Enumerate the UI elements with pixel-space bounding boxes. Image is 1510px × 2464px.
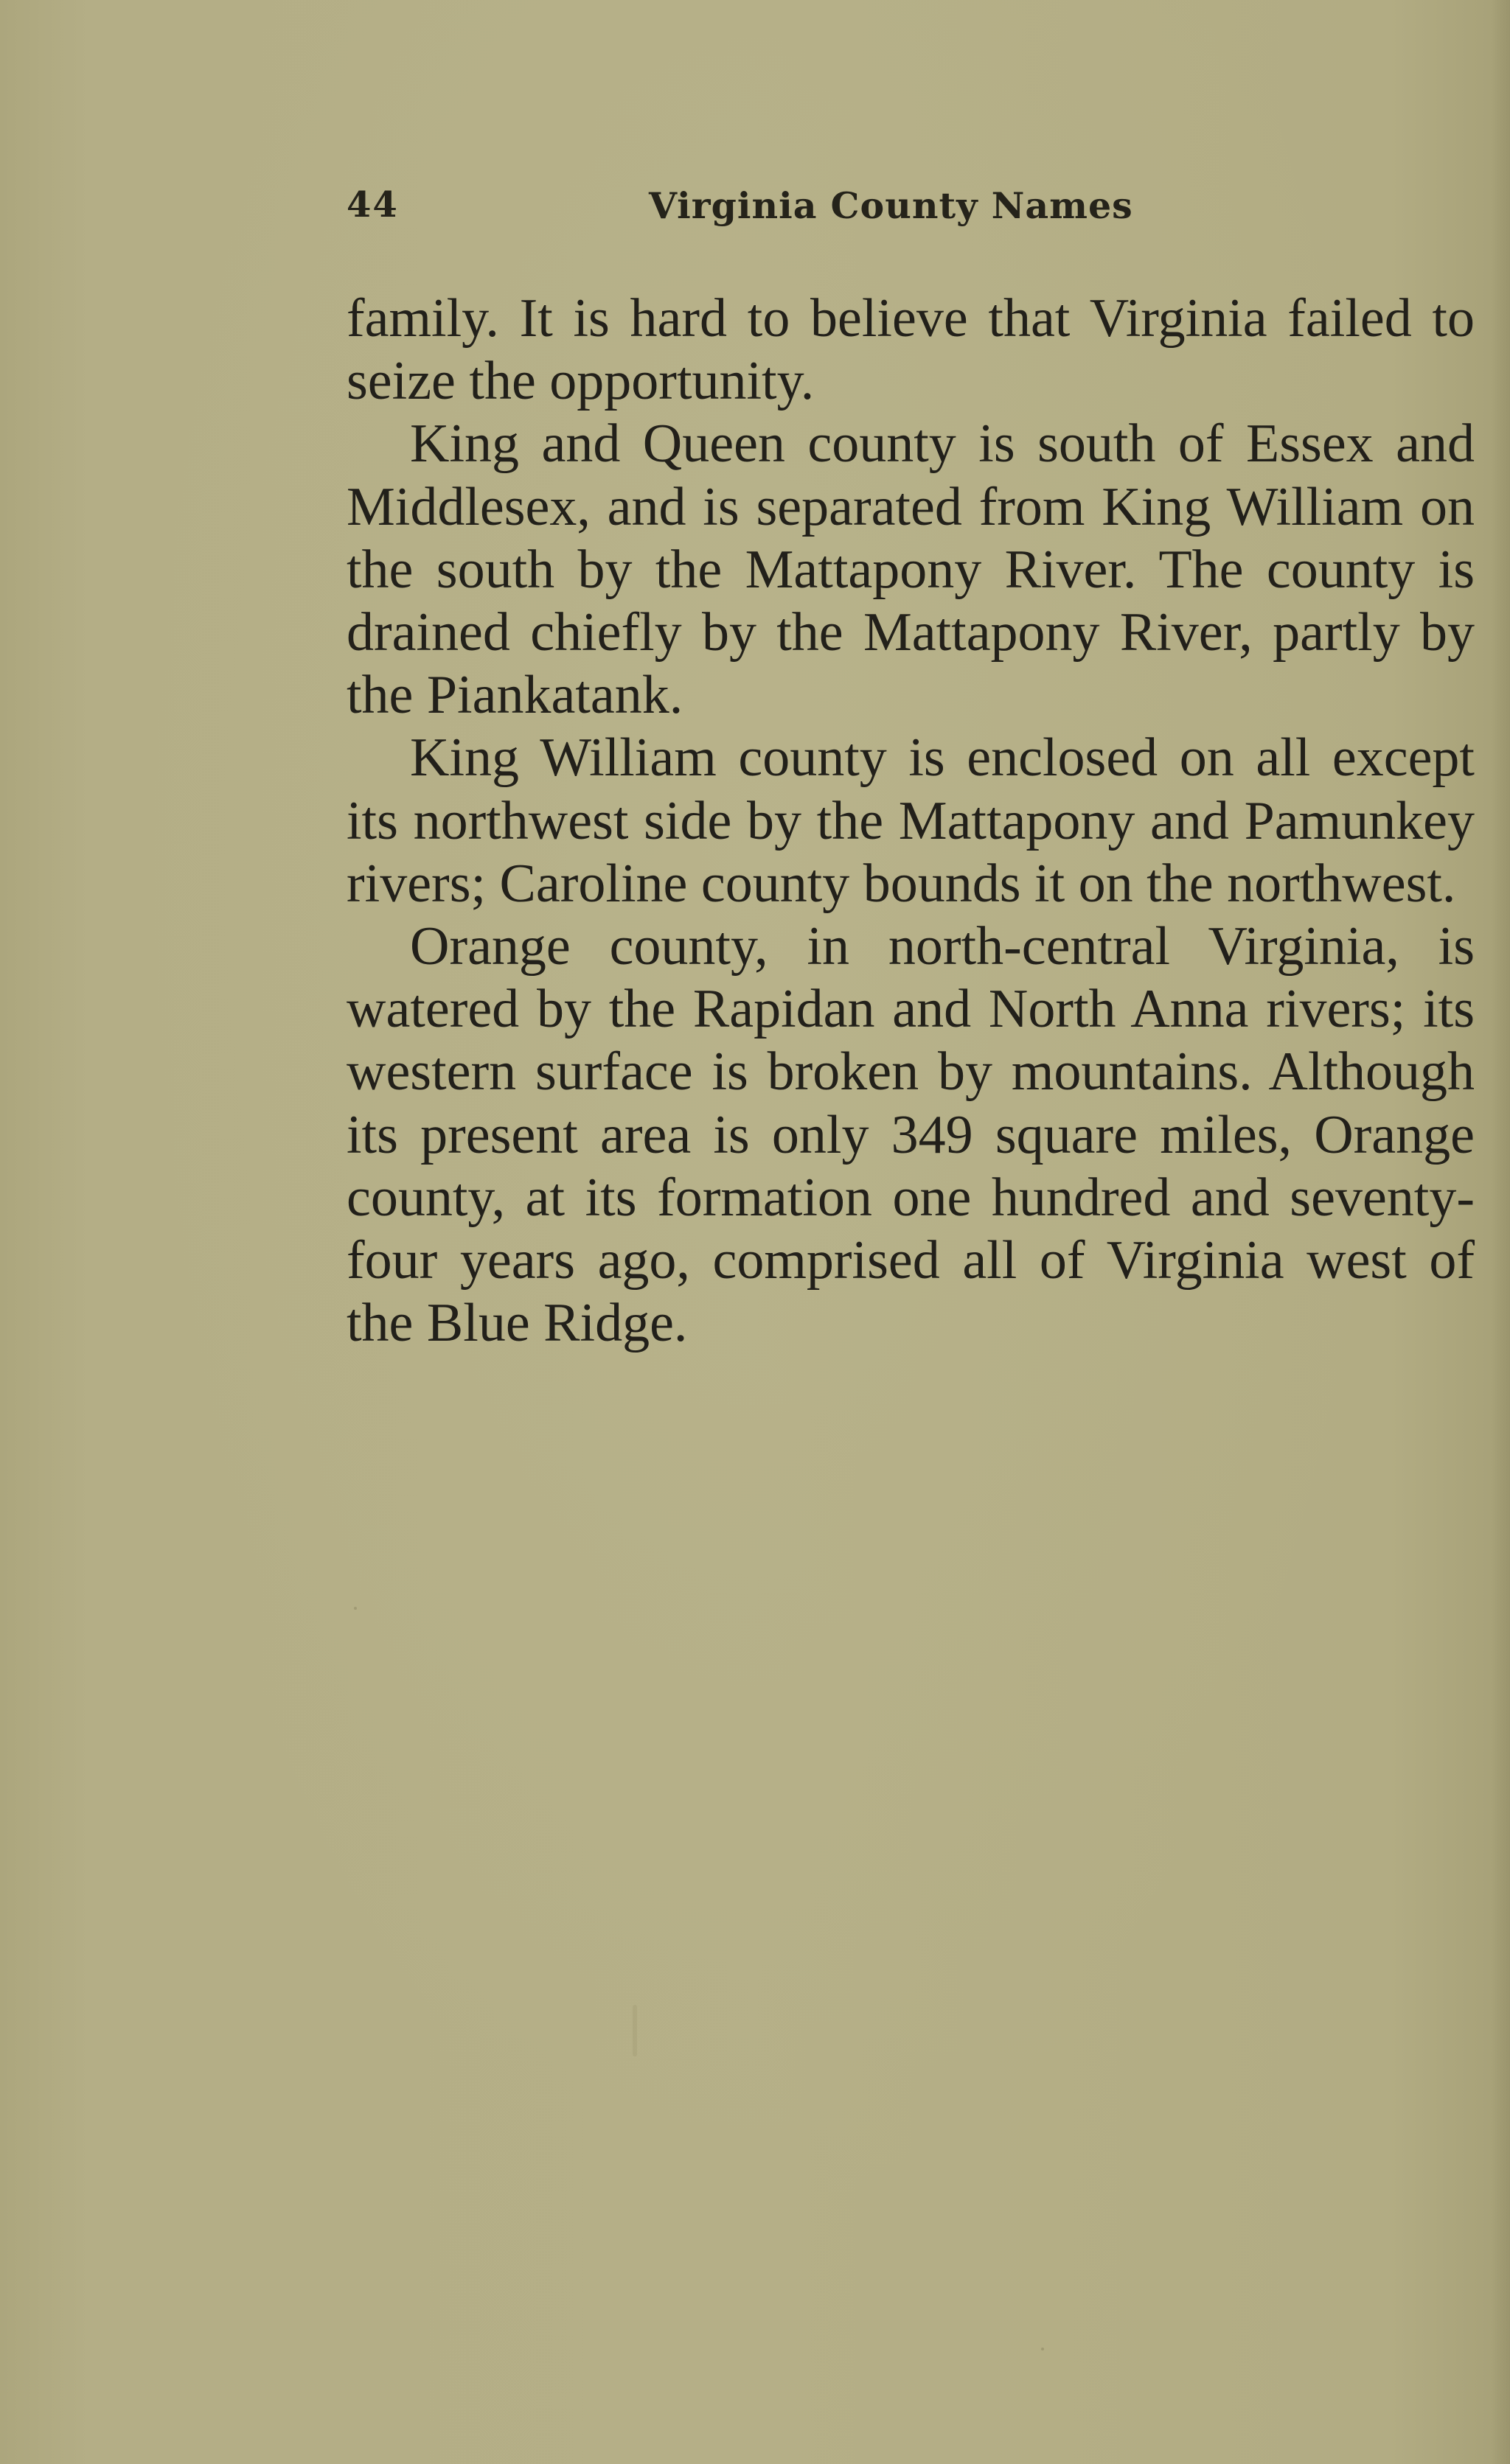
page-edge-shadow bbox=[1491, 0, 1510, 2464]
paper-speck bbox=[1041, 2348, 1044, 2350]
paper-speck bbox=[354, 1607, 357, 1610]
page-header bbox=[347, 184, 1475, 236]
paragraph-king-and-queen: King and Queen county is south of Essex and Middlesex, and is separated from King William on the south by the Mattapony River. The county is drained chiefly by the Mattapony River, partly by the Piankatank. bbox=[347, 413, 1475, 726]
body-text bbox=[347, 287, 1475, 1355]
paper-speck bbox=[633, 2005, 637, 2056]
paragraph-king-william: King William county is enclosed on all except its northwest side by the Mattapony and Pamunkey rivers; Caroline county bounds it on the northwest. bbox=[347, 727, 1475, 914]
paragraph-orange: Orange county, in north-central Virginia, is watered by the Rapidan and North Anna rivers; its western surface is broken by mountains. Although its present area is only 349 square miles, Orange county, at its formation one hundred and seventy-four years ago, comprised all of Virginia west of the Blue Ridge. bbox=[347, 916, 1475, 1354]
running-title: Virginia County Names bbox=[649, 184, 1133, 227]
paragraph-continuation: family. It is hard to believe that Virginia failed to seize the opportunity. bbox=[347, 288, 1475, 412]
page-number: 44 bbox=[347, 184, 399, 226]
